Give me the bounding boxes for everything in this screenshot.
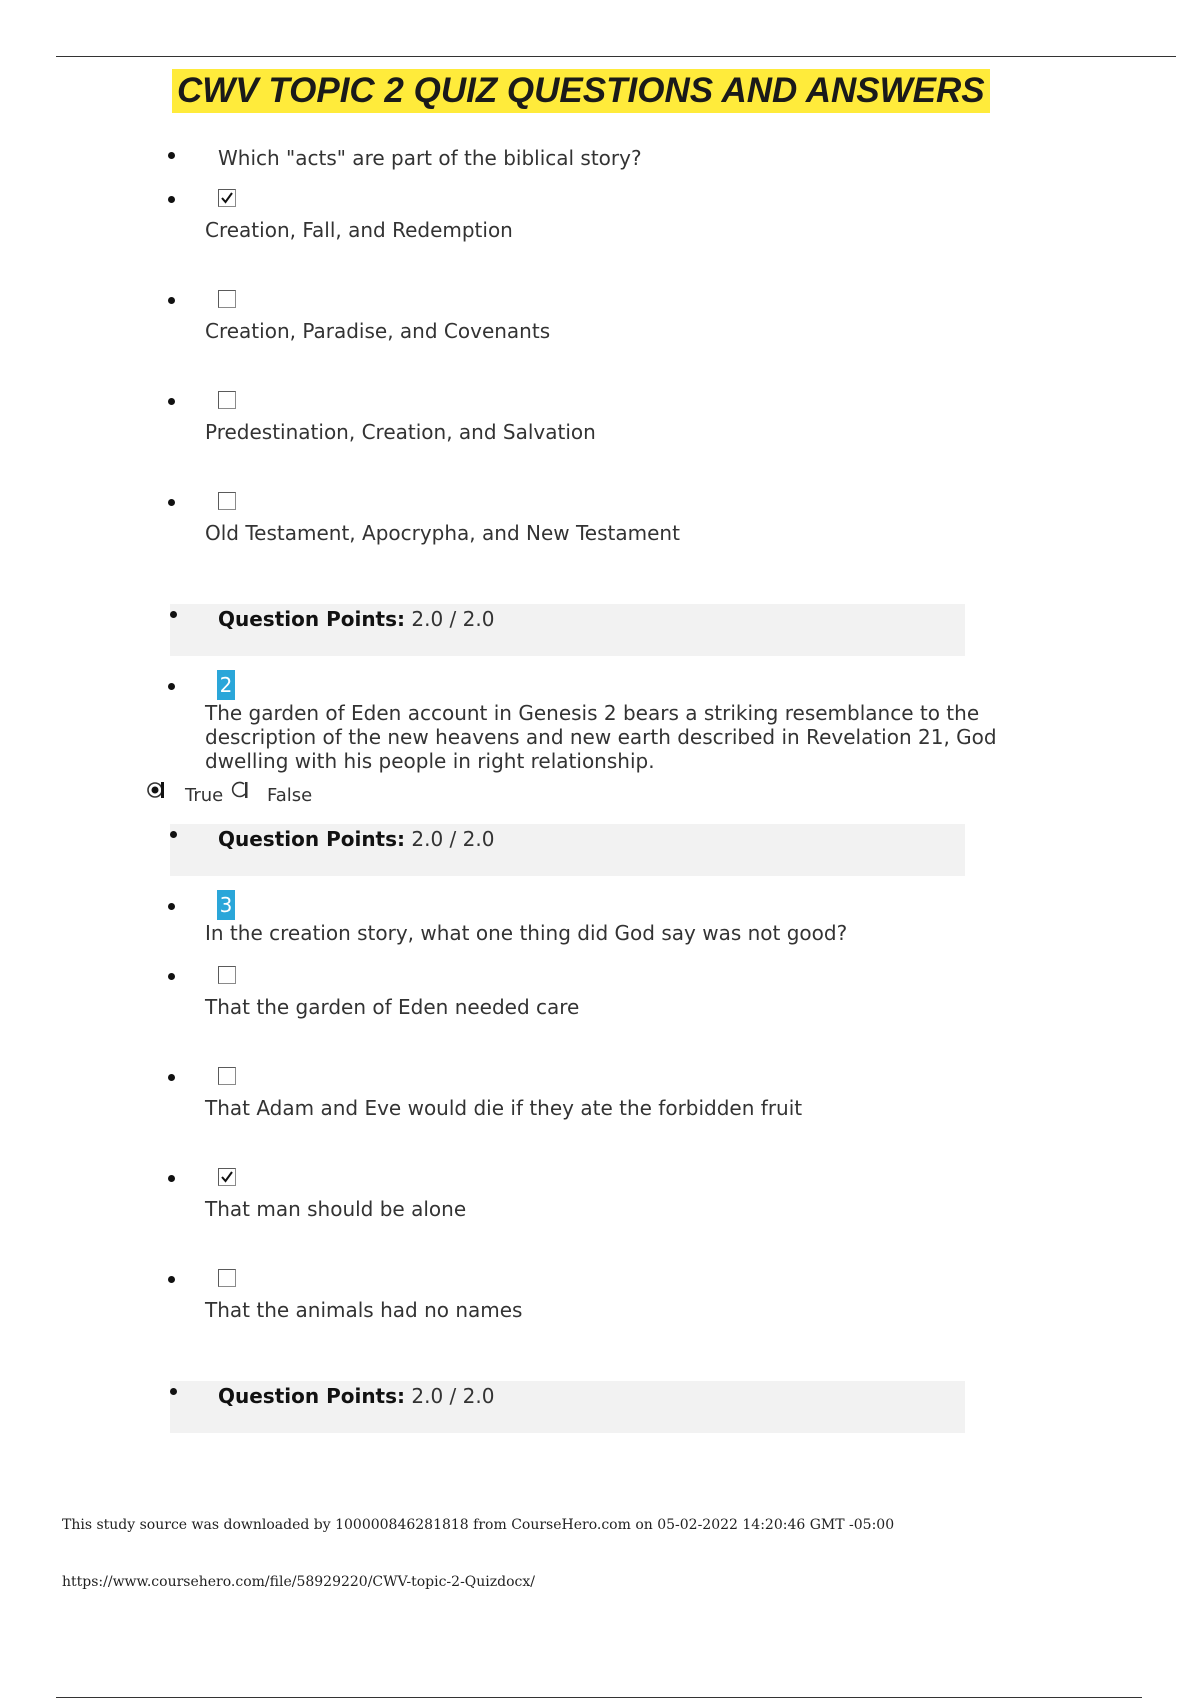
option-label: That Adam and Eve would die if they ate the forbidden fruit — [205, 1096, 803, 1120]
option-label: That the garden of Eden needed care — [205, 995, 580, 1019]
unchecked-checkbox[interactable] — [218, 290, 236, 308]
checked-checkbox[interactable] — [218, 189, 236, 207]
points-value: 2.0 / 2.0 — [411, 607, 495, 631]
question-points — [218, 827, 494, 851]
bullet — [168, 1175, 175, 1182]
question-points-bar — [170, 604, 965, 656]
option-label: Old Testament, Apocrypha, and New Testament — [205, 521, 680, 545]
unchecked-checkbox[interactable] — [218, 966, 236, 984]
question-number-badge: 3 — [217, 890, 235, 920]
points-value: 2.0 / 2.0 — [411, 827, 495, 851]
true-label: True — [185, 785, 224, 806]
bullet — [168, 398, 175, 405]
question-points-bar — [170, 824, 965, 876]
unchecked-checkbox[interactable] — [218, 492, 236, 510]
question-points — [218, 1384, 494, 1408]
bullet — [168, 152, 175, 159]
download-notice: This study source was downloaded by 100000846281818 from CourseHero.com on 05-02-2022 14:20:46 GMT -05:00 — [62, 1517, 895, 1533]
bullet — [170, 1388, 177, 1395]
question-number-badge: 2 — [217, 670, 235, 700]
bullet — [170, 611, 177, 618]
option-label: Creation, Fall, and Redemption — [205, 218, 513, 242]
option-label: That the animals had no names — [205, 1298, 523, 1322]
question-1-text: Which "acts" are part of the biblical story? — [218, 146, 642, 170]
radio-selected-icon[interactable] — [146, 780, 166, 800]
bullet — [168, 1074, 175, 1081]
bullet — [168, 1276, 175, 1283]
question-3-text: In the creation story, what one thing did God say was not good? — [205, 921, 848, 945]
false-label: False — [267, 785, 313, 806]
top-rule — [56, 56, 1176, 57]
page-title: CWV TOPIC 2 QUIZ QUESTIONS AND ANSWERS — [172, 69, 990, 113]
checkmark-icon — [220, 1170, 234, 1184]
question-points-bar — [170, 1381, 965, 1433]
option-label: Creation, Paradise, and Covenants — [205, 319, 551, 343]
bullet — [168, 903, 175, 910]
points-label: Question Points: — [218, 1384, 406, 1408]
source-url[interactable]: https://www.coursehero.com/file/58929220/CWV-topic-2-Quizdocx/ — [62, 1574, 535, 1590]
points-label: Question Points: — [218, 607, 406, 631]
question-2-text: The garden of Eden account in Genesis 2 bears a striking resemblance to the description of the new heavens and new earth described in Revelation 21, God dwelling with his people in right relationship. — [205, 701, 997, 773]
bullet — [170, 831, 177, 838]
radio-unselected-icon[interactable] — [230, 780, 250, 800]
option-label: Predestination, Creation, and Salvation — [205, 420, 596, 444]
points-label: Question Points: — [218, 827, 406, 851]
points-value: 2.0 / 2.0 — [411, 1384, 495, 1408]
question-points — [218, 607, 494, 631]
bottom-rule — [56, 1697, 1142, 1698]
bullet — [168, 973, 175, 980]
option-label: That man should be alone — [205, 1197, 467, 1221]
bullet — [168, 196, 175, 203]
true-false-options — [146, 780, 446, 806]
unchecked-checkbox[interactable] — [218, 391, 236, 409]
bullet — [168, 683, 175, 690]
bullet — [168, 297, 175, 304]
unchecked-checkbox[interactable] — [218, 1269, 236, 1287]
checkmark-icon — [220, 191, 234, 205]
bullet — [168, 499, 175, 506]
unchecked-checkbox[interactable] — [218, 1067, 236, 1085]
checked-checkbox[interactable] — [218, 1168, 236, 1186]
